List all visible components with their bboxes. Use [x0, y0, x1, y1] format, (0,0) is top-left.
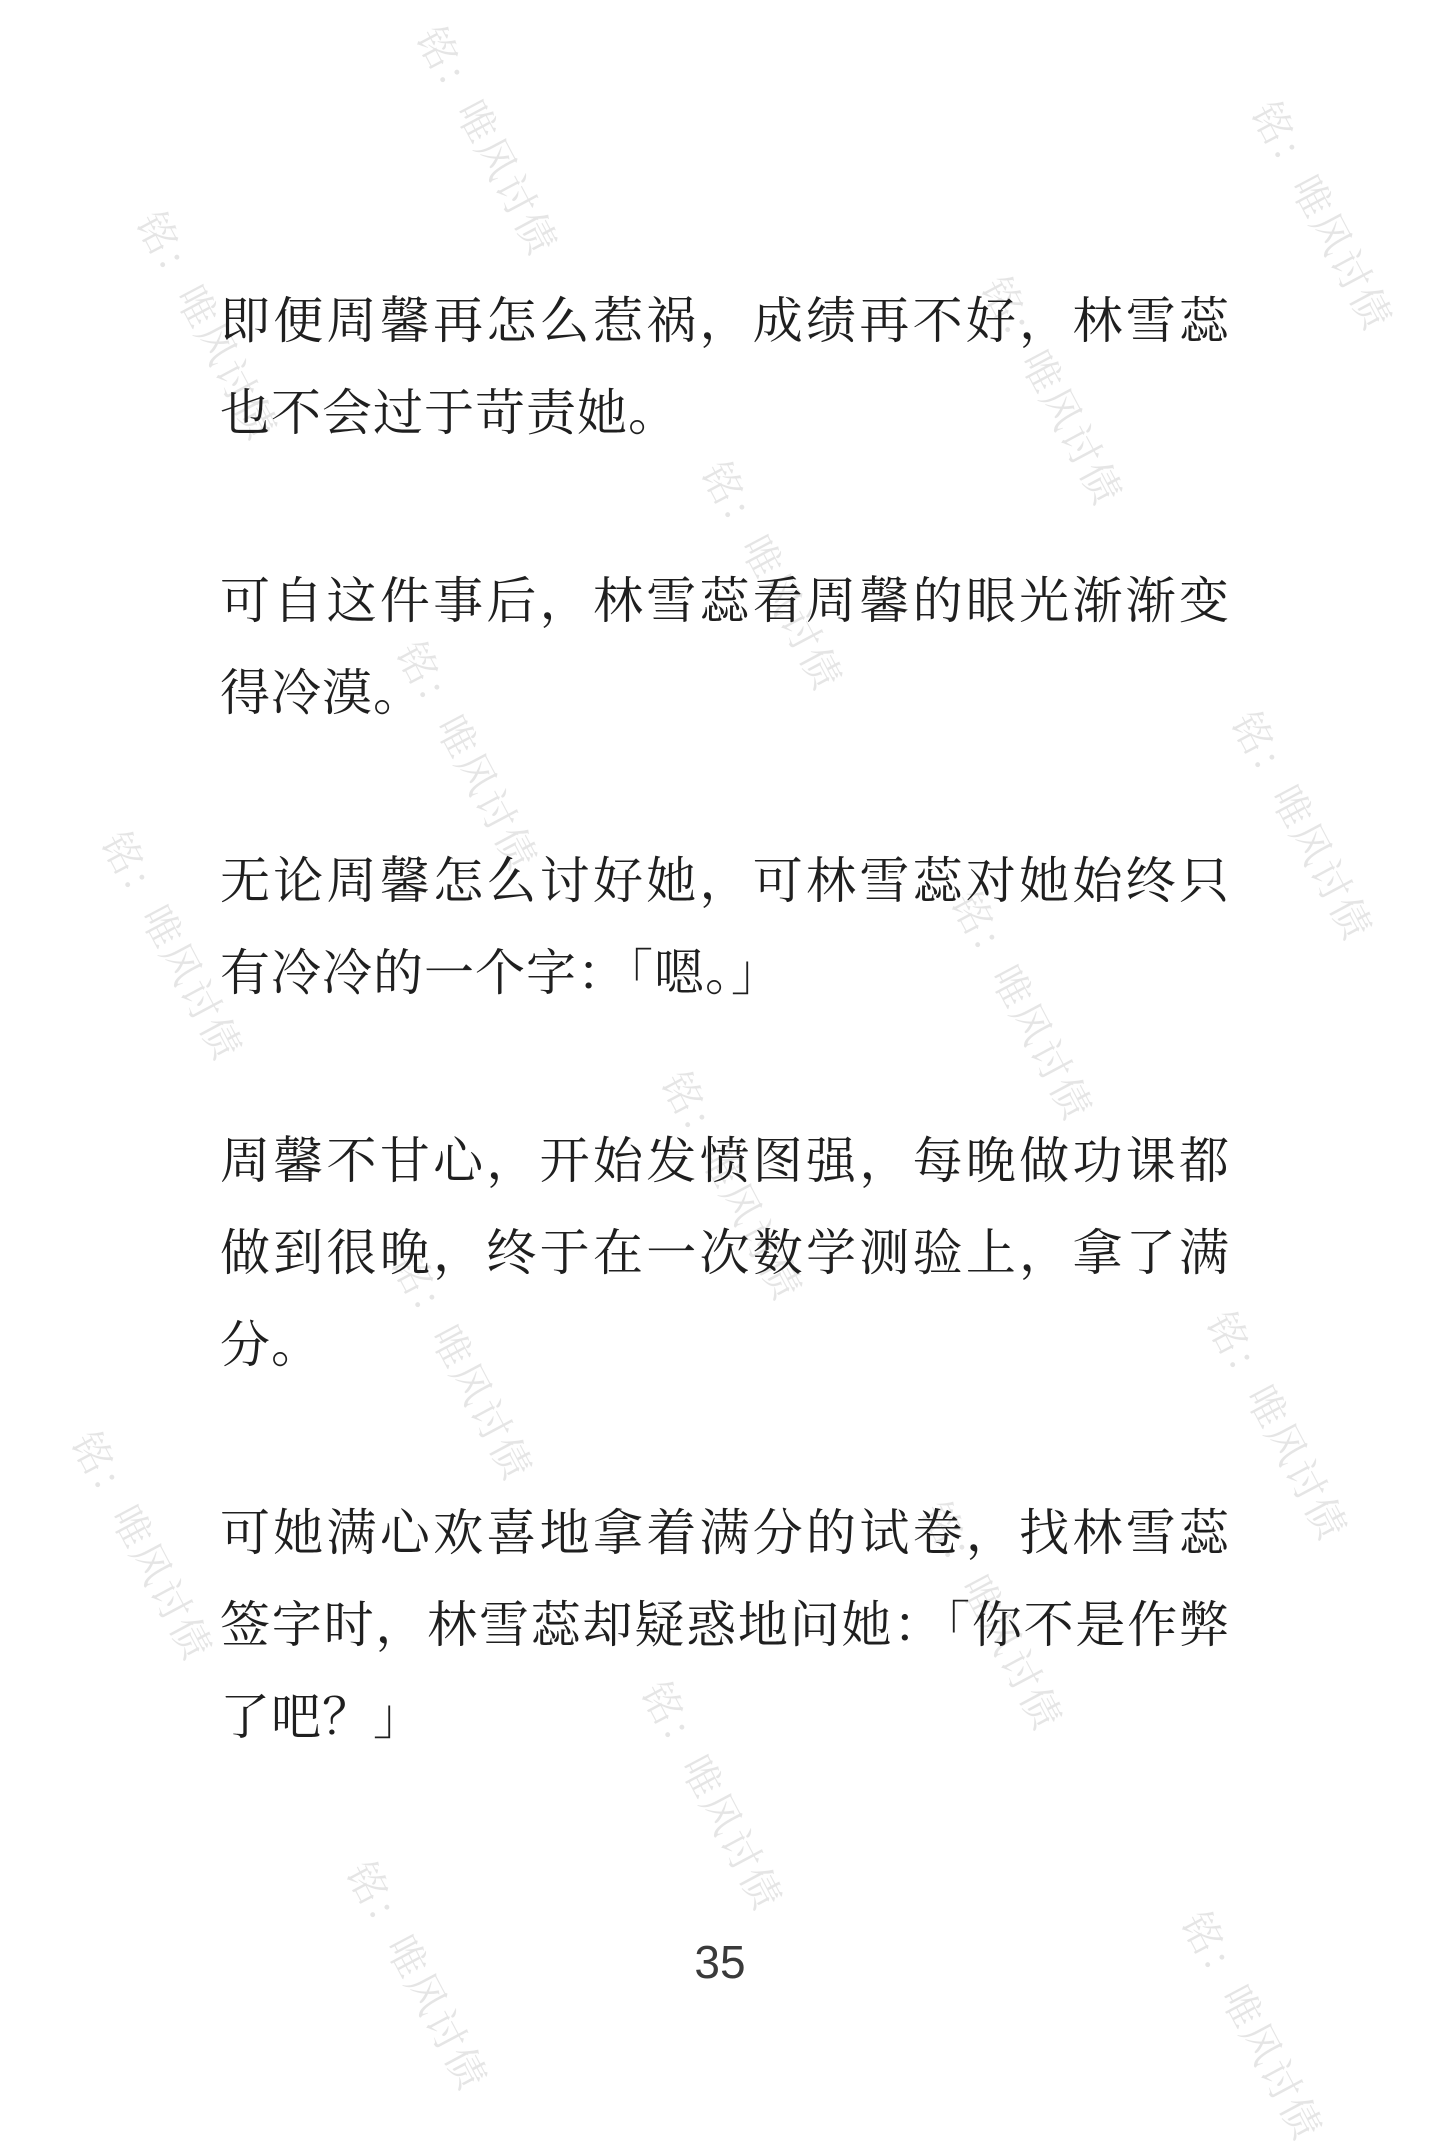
paragraph: 周馨不甘心，开始发愤图强，每晚做功课都做到很晚，终于在一次数学测验上，拿了满分。 — [220, 1132, 1230, 1374]
watermark: 铭：唯风讨债 — [336, 1854, 496, 2099]
watermark: 铭：唯风讨债 — [61, 1424, 221, 1669]
paragraph: 即便周馨再怎么惹祸，成绩再不好，林雪蕊也不会过于苛责她。 — [220, 292, 1230, 442]
watermark: 铭：唯风讨债 — [941, 884, 1101, 1129]
watermark: 铭：唯风讨债 — [651, 1064, 811, 1309]
watermark: 铭：唯风讨债 — [1221, 704, 1381, 949]
watermark: 铭：唯风讨债 — [381, 1244, 541, 1489]
watermark: 铭：唯风讨债 — [406, 19, 566, 264]
watermark: 铭：唯风讨债 — [1241, 94, 1401, 339]
paragraph: 可她满心欢喜地拿着满分的试卷，找林雪蕊签字时，林雪蕊却疑惑地问她：「你不是作弊了吧？」 — [220, 1504, 1230, 1746]
article-body — [220, 275, 1230, 1859]
watermark: 铭：唯风讨债 — [971, 269, 1131, 514]
watermark: 铭：唯风讨债 — [631, 1674, 791, 1919]
watermark: 铭：唯风讨债 — [91, 824, 251, 1069]
paragraph: 可自这件事后，林雪蕊看周馨的眼光渐渐变得冷漠。 — [220, 572, 1230, 722]
page-number: 35 — [694, 1936, 746, 1988]
watermark: 铭：唯风讨债 — [386, 634, 546, 879]
paragraph: 无论周馨怎么讨好她，可林雪蕊对她始终只有冷冷的一个字：「嗯。」 — [220, 852, 1230, 1002]
watermark: 铭：唯风讨债 — [691, 454, 851, 699]
watermark: 铭：唯风讨债 — [1196, 1304, 1356, 1549]
watermark: 铭：唯风讨债 — [1171, 1904, 1331, 2149]
watermark: 铭：唯风讨债 — [126, 204, 286, 449]
watermark: 铭：唯风讨债 — [911, 1494, 1071, 1739]
